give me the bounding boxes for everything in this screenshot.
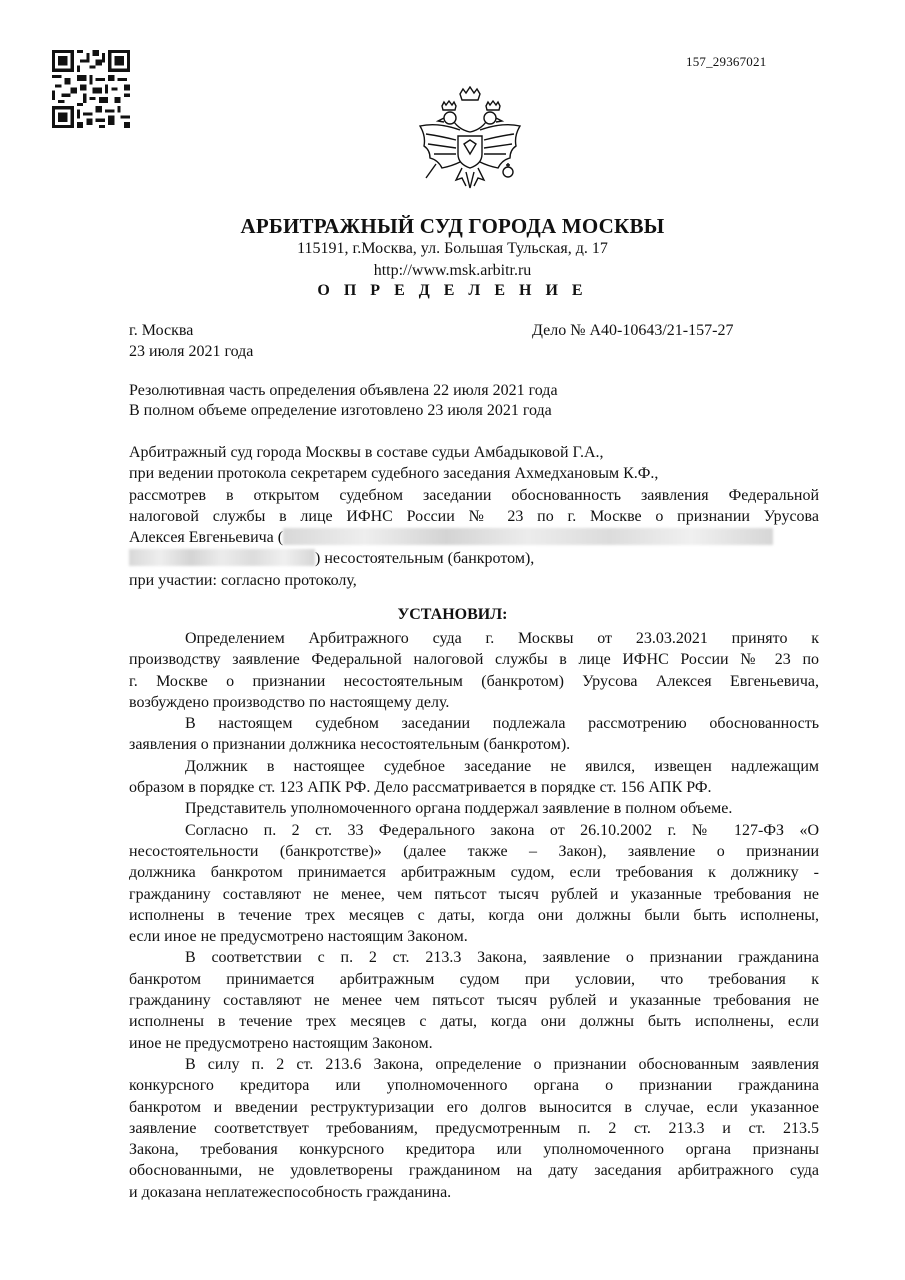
main-text bbox=[129, 628, 819, 1203]
text-line: конкурсного кредитора или уполномоченного органа о признании гражданина bbox=[129, 1077, 819, 1095]
text-line: банкротом принимается арбитражным судом при условии, что требования к bbox=[129, 970, 819, 988]
redacted-block bbox=[283, 528, 773, 545]
intro-line: при ведении протокола секретарем судебного заседания Ахмедхановым К.Ф., bbox=[129, 465, 659, 483]
court-name: АРБИТРАЖНЫЙ СУД ГОРОДА МОСКВЫ bbox=[240, 214, 665, 238]
document-type: О П Р Е Д Е Л Е Н И Е bbox=[317, 282, 588, 299]
text-line: Согласно п. 2 ст. 33 Федерального закона от 26.10.2002 г. № 127-ФЗ «О bbox=[185, 821, 819, 839]
text-line: возбуждено производство по настоящему делу. bbox=[129, 693, 450, 711]
intro-line: при участии: согласно протоколу, bbox=[129, 571, 357, 589]
paragraph bbox=[129, 756, 819, 799]
redacted-block bbox=[129, 549, 315, 566]
text-line: образом в порядке ст. 123 АПК РФ. Дело рассматривается в порядке ст. 156 АПК РФ. bbox=[129, 779, 712, 797]
intro-line: рассмотрев в открытом судебном заседании обоснованность заявления Федеральной bbox=[129, 486, 819, 504]
intro-line: налоговой службы в лице ИФНС России № 23 по г. Москве о признании Урусова bbox=[129, 507, 819, 525]
intro-line: ) несостоятельным (банкротом), bbox=[129, 548, 819, 569]
text-line: и доказана неплатежеспособность гражданина. bbox=[129, 1183, 452, 1201]
text-line: гражданину составляют не менее, чем пятьсот тысяч рублей и указанные требования не bbox=[129, 885, 819, 903]
text-line: заявление соответствует требованиям, предусмотренным п. 2 ст. 213.3 и ст. 213.5 bbox=[129, 1119, 819, 1137]
text-line: несостоятельности (банкротстве)» (далее также – Закон), заявление о признании bbox=[129, 842, 819, 860]
paragraph bbox=[129, 947, 819, 1053]
resolution-announced: Резолютивная часть определения объявлена 22 июля 2021 года bbox=[129, 382, 558, 399]
text-line: В соответствии с п. 2 ст. 213.3 Закона, заявление о признании гражданина bbox=[185, 949, 819, 967]
text-line: Закона, требования конкурсного кредитора или уполномоченного органа признаны bbox=[129, 1141, 819, 1159]
court-website: http://www.msk.arbitr.ru bbox=[373, 262, 532, 279]
paragraph bbox=[129, 820, 819, 948]
text-line: В силу п. 2 ст. 213.6 Закона, определение о признании обоснованным заявления bbox=[185, 1055, 819, 1073]
intro-line: Арбитражный суд города Москвы в составе судьи Амбадыковой Г.А., bbox=[129, 444, 604, 461]
paragraph bbox=[129, 798, 819, 819]
city: г. Москва bbox=[129, 322, 194, 339]
text-line: если иное не предусмотрено настоящим Законом. bbox=[129, 928, 468, 946]
intro-line: Алексея Евгеньевича ( bbox=[129, 527, 819, 548]
text-line: В настоящем судебном заседании подлежала рассмотрению обоснованность bbox=[185, 715, 819, 733]
text-line: иное не предусмотрено настоящим Законом. bbox=[129, 1034, 433, 1052]
paragraph bbox=[129, 1054, 819, 1203]
text-line: исполнены в течение трех месяцев с даты, когда они должны были быть исполнены, bbox=[129, 906, 819, 924]
text-line: Представитель уполномоченного органа поддержал заявление в полном объеме. bbox=[185, 800, 733, 818]
text-line: заявления о признании должника несостоятельным (банкротом). bbox=[129, 736, 571, 754]
intro-block bbox=[129, 442, 819, 591]
text-line: обоснованными, не удовлетворены гражданином на дату заседания арбитражного суда bbox=[129, 1162, 819, 1180]
qr-code-icon bbox=[52, 50, 130, 128]
case-number: Дело № А40-10643/21-157-27 bbox=[532, 322, 734, 339]
text-line: исполнены в течение трех месяцев с даты, когда они должны быть исполнены, если bbox=[129, 1013, 819, 1031]
text-line: производству заявление Федеральной налоговой службы в лице ИФНС России № 23 по bbox=[129, 651, 819, 669]
text-line: г. Москве о признании несостоятельным (банкротом) Урусова Алексея Евгеньевича, bbox=[129, 672, 819, 690]
paragraph bbox=[129, 713, 819, 756]
russian-coat-of-arms-icon bbox=[416, 86, 524, 198]
text-line: гражданину составляют не менее чем пятьсот тысяч рублей и указанные требования не bbox=[129, 992, 819, 1010]
section-heading: УСТАНОВИЛ: bbox=[397, 606, 508, 623]
text-line: Определением Арбитражного суда г. Москвы от 23.03.2021 принято к bbox=[185, 630, 819, 647]
document-date: 23 июля 2021 года bbox=[129, 343, 254, 360]
full-text-made: В полном объеме определение изготовлено 23 июля 2021 года bbox=[129, 402, 552, 419]
court-address: 115191, г.Москва, ул. Большая Тульская, д. 17 bbox=[297, 240, 608, 257]
paragraph bbox=[129, 628, 819, 713]
text-line: Должник в настоящее судебное заседание не явился, извещен надлежащим bbox=[185, 757, 819, 775]
text-line: должника банкротом принимается арбитражным судом, если требования к должнику - bbox=[129, 864, 819, 882]
text-line: банкротом и введении реструктуризации его долгов выносится в случае, если указанное bbox=[129, 1098, 819, 1116]
document-id: 157_29367021 bbox=[686, 54, 767, 69]
